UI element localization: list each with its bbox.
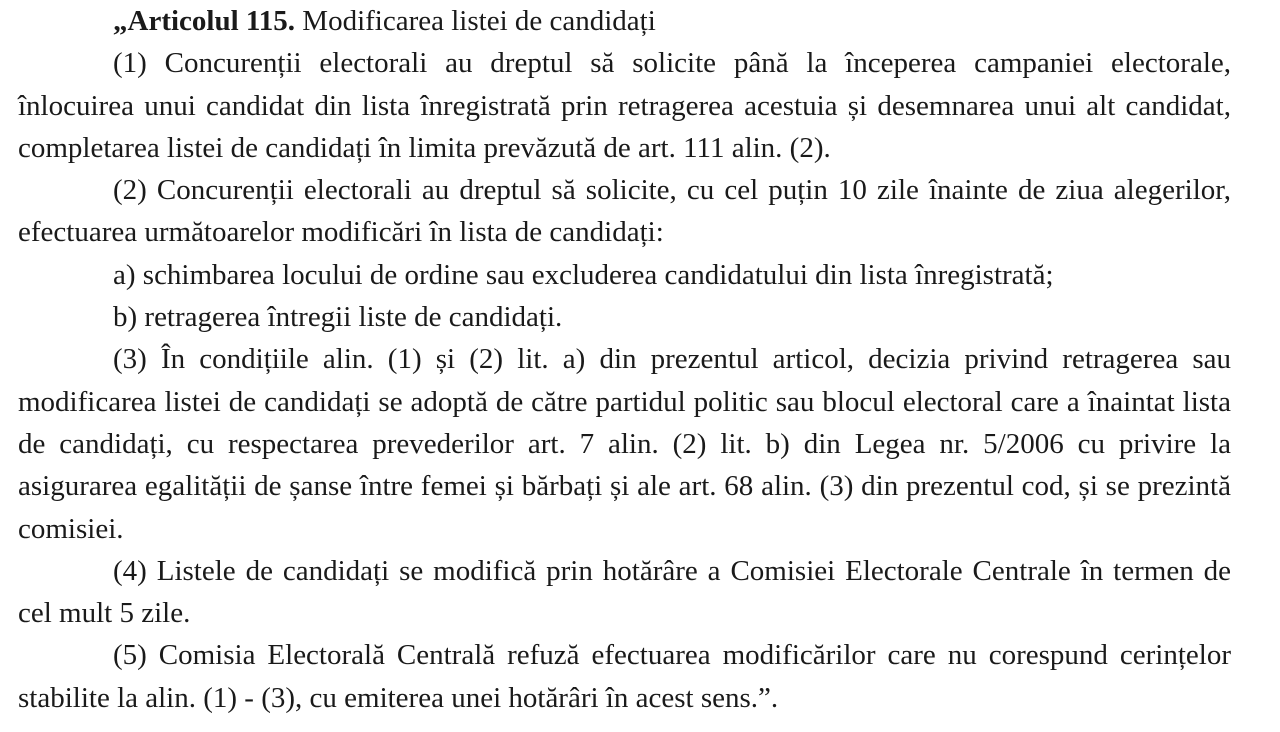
paragraph-5: (5) Comisia Electorală Centrală refuză efectuarea modificărilor care nu corespund cerințelor stabilite la alin. (1) - (3), cu emiterea unei hotărâri în acest sens.”. [18,639,1231,714]
paragraph-1: (1) Concurenții electorali au dreptul să solicite până la începerea campaniei electorale, înlocuirea unui candidat din lista înregistrată prin retragerea acestuia și desemnarea unui alt candidat, completarea listei de candidați în limita prevăzută de art. 111 alin. (2). [18,47,1231,164]
article-title: Modificarea listei de candidați [295,5,656,37]
list-item-a: a) schimbarea locului de ordine sau excluderea candidatului din lista înregistrată; [113,258,1054,291]
list-item-b: b) retragerea întregii liste de candidați. [113,301,563,334]
article-heading [18,0,1231,42]
legal-document [18,0,1231,719]
paragraph-4: (4) Listele de candidați se modifică prin hotărâre a Comisiei Electorale Centrale în termen de cel mult 5 zile. [18,554,1231,630]
paragraph-2: (2) Concurenții electorali au dreptul să solicite, cu cel puțin 10 zile înainte de ziua alegerilor, efectuarea următoarelor modificări în lista de candidați: [18,174,1231,249]
paragraph-3: (3) În condițiile alin. (1) și (2) lit. a) din prezentul articol, decizia privind retragerea sau modificarea listei de candidați se adoptă de către partidul politic sau blocul electoral care a înaintat lista de candidați, cu respectarea prevederilor art. 7 alin. (2) lit. b) din Legea nr. 5/2006 cu privire la asigurarea egalității de șanse între femei și bărbați și ale art. 68 alin. (3) din prezentul cod, și se prezintă comisiei. [18,343,1231,545]
article-number: „Articolul 115. [113,5,296,37]
